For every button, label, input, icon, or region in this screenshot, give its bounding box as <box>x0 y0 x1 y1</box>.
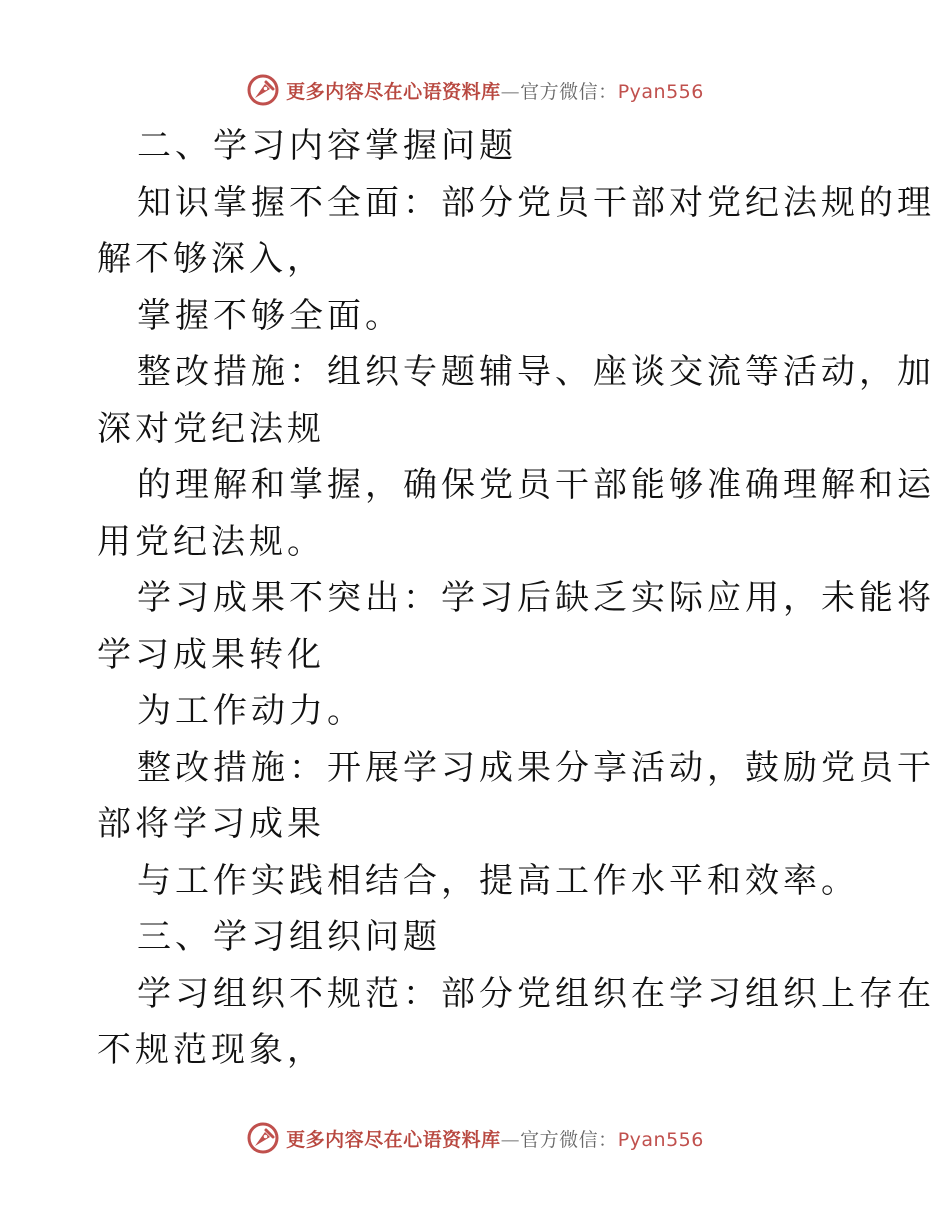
footer-watermark-banner <box>0 1120 950 1156</box>
paragraph-line: 学习成果转化 <box>97 634 325 675</box>
paragraph-line: 为工作动力。 <box>137 691 365 731</box>
paragraph-line: 学习组织不规范：部分党组织在学习组织上存在 <box>137 973 935 1014</box>
paragraph-line: 解不够深入， <box>97 239 325 279</box>
paragraph-line: 部将学习成果 <box>97 804 325 844</box>
banner-dash: — <box>500 1128 521 1151</box>
paragraph-line: 整改措施：开展学习成果分享活动，鼓励党员干 <box>137 747 935 788</box>
banner-wechat-label: 官方微信： <box>520 1128 618 1151</box>
banner-main-text: 更多内容尽在心语资料库 <box>286 80 501 103</box>
section-heading: 二、学习内容掌握问题 <box>137 126 517 166</box>
section-heading: 三、学习组织问题 <box>137 917 441 957</box>
header-watermark-banner <box>0 72 950 108</box>
banner-main-text: 更多内容尽在心语资料库 <box>286 1128 501 1151</box>
paragraph-line: 掌握不够全面。 <box>137 295 403 336</box>
banner-wechat-id: Pyan556 <box>617 1128 704 1151</box>
paragraph-line: 不规范现象， <box>97 1030 325 1070</box>
paragraph-line: 与工作实践相结合，提高工作水平和效率。 <box>137 860 859 901</box>
banner-wechat-id: Pyan556 <box>617 80 704 103</box>
paragraph-line: 知识掌握不全面：部分党员干部对党纪法规的理 <box>137 182 935 223</box>
banner-text <box>286 77 704 104</box>
banner-dash: — <box>500 80 521 103</box>
document-body <box>97 118 935 1079</box>
banner-wechat-label: 官方微信： <box>520 80 618 103</box>
paragraph-line: 的理解和掌握，确保党员干部能够准确理解和运 <box>137 465 935 505</box>
paragraph-line: 用党纪法规。 <box>97 521 325 562</box>
paragraph-line: 整改措施：组织专题辅导、座谈交流等活动，加 <box>137 352 935 392</box>
paragraph-line: 学习成果不突出：学习后缺乏实际应用，未能将 <box>137 578 935 618</box>
paragraph-line: 深对党纪法规 <box>97 408 325 449</box>
pen-nib-logo-icon <box>246 73 280 107</box>
banner-text <box>286 1125 704 1152</box>
pen-nib-logo-icon <box>246 1121 280 1155</box>
